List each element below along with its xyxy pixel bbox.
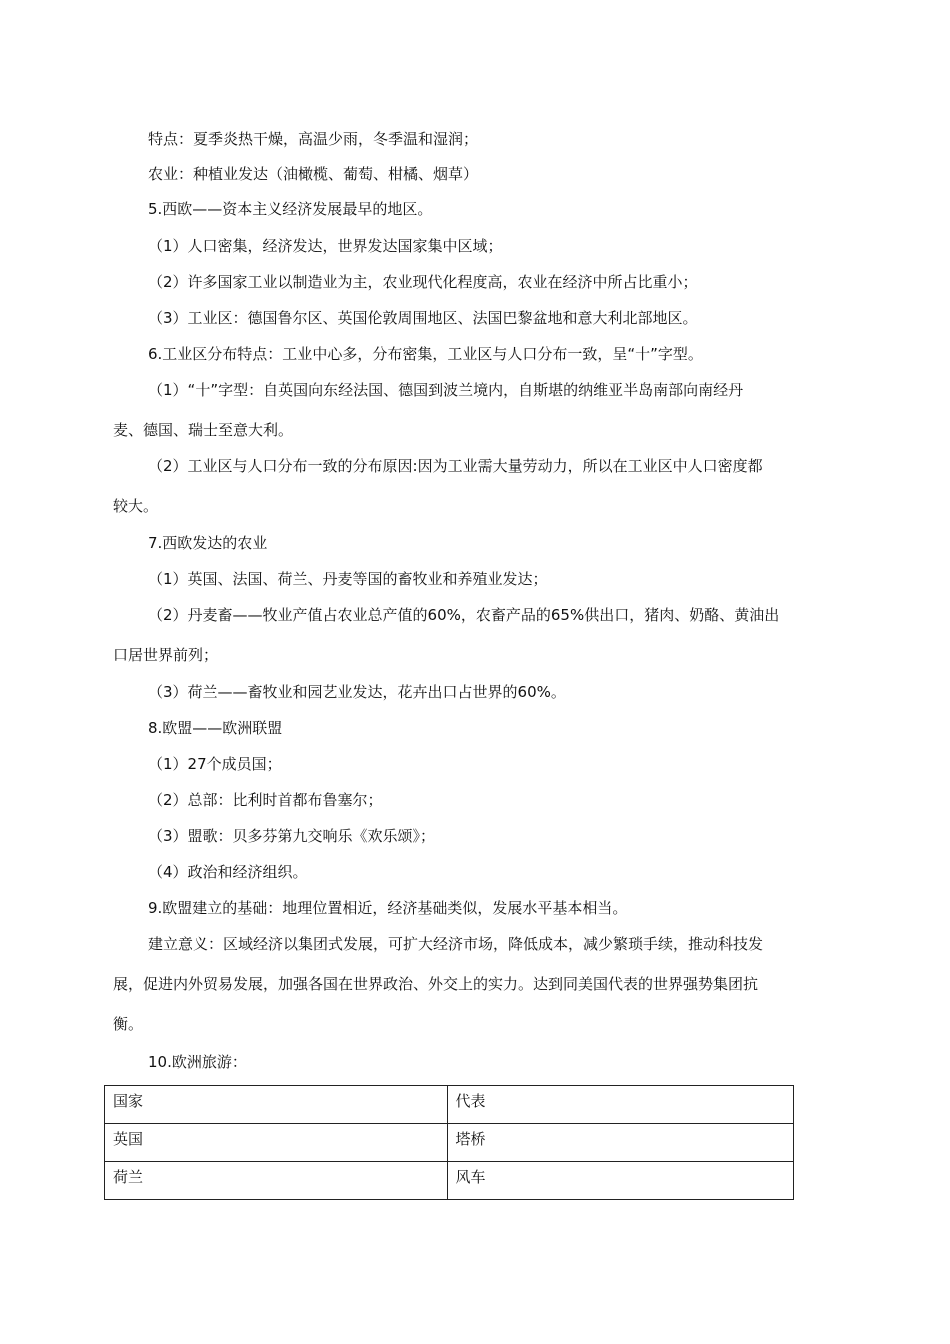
section-6-heading: 6.工业区分布特点：工业中心多，分布密集，工业区与人口分布一致，呈“十”字型。: [148, 345, 703, 363]
table-cell-landmark: 塔桥: [447, 1124, 794, 1162]
tourism-table: [104, 1085, 794, 1200]
table-header-country: 国家: [105, 1086, 448, 1124]
section-8-heading: 8.欧盟——欧洲联盟: [148, 719, 283, 737]
table-cell-country: 荷兰: [105, 1162, 448, 1200]
section-8-item-1: （1）27个成员国；: [148, 755, 282, 773]
section-8-item-3: （3）盟歌：贝多芬第九交响乐《欢乐颂》；: [148, 827, 436, 845]
section-6-item-2-cont: 较大。: [113, 497, 159, 515]
section-7-item-1: （1）英国、法国、荷兰、丹麦等国的畜牧业和养殖业发达；: [148, 570, 548, 588]
section-9-significance-cont-1: 展，促进内外贸易发展，加强各国在世界政治、外交上的实力。达到同美国代表的世界强势集团抗: [113, 975, 759, 993]
section-9-heading: 9.欧盟建立的基础：地理位置相近，经济基础类似，发展水平基本相当。: [148, 899, 628, 917]
section-6-item-1: （1）“十”字型：自英国向东经法国、德国到波兰境内，自斯堪的纳维亚半岛南部向南经丹: [148, 381, 744, 399]
section-5-item-2: （2）许多国家工业以制造业为主，农业现代化程度高，农业在经济中所占比重小；: [148, 273, 698, 291]
section-9-significance: 建立意义：区域经济以集团式发展，可扩大经济市场，降低成本，减少繁琐手续，推动科技发: [148, 935, 764, 953]
climate-features: 特点：夏季炎热干燥，高温少雨，冬季温和湿润；: [148, 130, 479, 148]
section-5-item-1: （1）人口密集，经济发达，世界发达国家集中区域；: [148, 237, 503, 255]
table-header-row: [105, 1086, 794, 1124]
table-cell-landmark: 风车: [447, 1162, 794, 1200]
table-header-landmark: 代表: [447, 1086, 794, 1124]
section-7-heading: 7.西欧发达的农业: [148, 534, 268, 552]
agriculture-line: 农业：种植业发达（油橄榄、葡萄、柑橘、烟草）: [148, 165, 479, 183]
section-9-significance-cont-2: 衡。: [113, 1015, 144, 1033]
section-10-heading: 10.欧洲旅游：: [148, 1053, 247, 1071]
section-6-item-1-cont: 麦、德国、瑞士至意大利。: [113, 421, 294, 439]
section-7-item-3: （3）荷兰——畜牧业和园艺业发达，花卉出口占世界的60%。: [148, 683, 566, 701]
section-7-item-2-cont: 口居世界前列；: [113, 646, 219, 664]
table-cell-country: 英国: [105, 1124, 448, 1162]
table-row: [105, 1162, 794, 1200]
section-5-heading: 5.西欧——资本主义经济发展最早的地区。: [148, 200, 433, 218]
section-8-item-4: （4）政治和经济组织。: [148, 863, 308, 881]
section-8-item-2: （2）总部：比利时首都布鲁塞尔；: [148, 791, 383, 809]
section-5-item-3: （3）工业区：德国鲁尔区、英国伦敦周围地区、法国巴黎盆地和意大利北部地区。: [148, 309, 698, 327]
section-7-item-2: （2）丹麦畜——牧业产值占农业总产值的60%，农畜产品的65%供出口，猪肉、奶酪、黄油出: [148, 606, 780, 624]
section-6-item-2: （2）工业区与人口分布一致的分布原因:因为工业需大量劳动力，所以在工业区中人口密度都: [148, 457, 763, 475]
table-row: [105, 1124, 794, 1162]
